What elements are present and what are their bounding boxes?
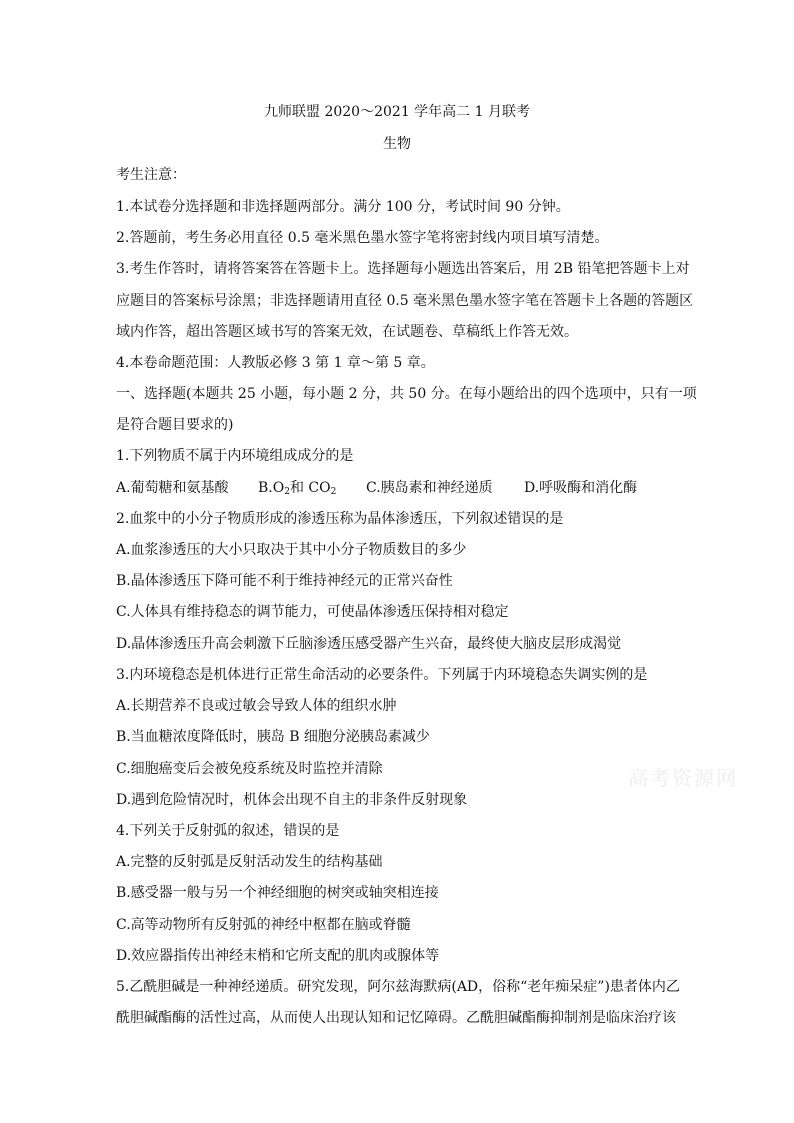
subject-title: 生物 xyxy=(383,136,411,152)
question-1-stem: 1.下列物质不属于内环境组成成分的是 xyxy=(116,448,354,464)
notice-item: 4.本卷命题范围：人教版必修 3 第 1 章～第 5 章。 xyxy=(116,355,435,371)
question-2-option-b: B.晶体渗透压下降可能不利于维持神经元的正常兴奋性 xyxy=(116,573,453,589)
question-3-option-d: D.遇到危险情况时，机体会出现不自主的非条件反射现象 xyxy=(116,792,468,808)
notice-item: 应题目的答案标号涂黑；非选择题请用直径 0.5 毫米黑色墨水签字笔在答题卡上各题的答题区 xyxy=(116,293,694,309)
option-b-prefix: B.O xyxy=(258,480,285,496)
subscript: 2 xyxy=(284,487,290,497)
notice-item: 3.考生作答时，请将答案答在答题卡上。选择题每小题选出答案后，用 2B 铅笔把答题卡上对 xyxy=(116,261,690,277)
question-4-option-c: C.高等动物所有反射弧的神经中枢都在脑或脊髓 xyxy=(116,917,411,933)
subscript: 2 xyxy=(330,487,337,497)
question-3-option-c: C.细胞癌变后会被免疫系统及时监控并清除 xyxy=(116,761,383,777)
question-5-stem-cont: 酰胆碱酯酶的活性过高，从而使人出现认知和记忆障碍。乙酰胆碱酯酶抑制剂是临床治疗该 xyxy=(116,1010,676,1026)
question-2-option-a: A.血浆渗透压的大小只取决于其中小分子物质数目的多少 xyxy=(116,542,467,558)
question-1-option-a: A.葡萄糖和氨基酸 xyxy=(116,480,229,496)
question-4-option-b: B.感受器一般与另一个神经细胞的树突或轴突相连接 xyxy=(116,885,439,901)
notice-item: 2.答题前，考生务必用直径 0.5 毫米黑色墨水签字笔将密封线内项目填写清楚。 xyxy=(116,230,609,246)
exam-title: 九师联盟 2020～2021 学年高二 1 月联考 xyxy=(264,104,530,120)
watermark: 高考资源网 xyxy=(628,766,738,790)
section-heading: 一、选择题(本题共 25 小题，每小题 2 分，共 50 分。在每小题给出的四个选项中，只有一项 xyxy=(116,386,697,402)
question-4-option-d: D.效应器指传出神经末梢和它所支配的肌肉或腺体等 xyxy=(116,948,440,964)
question-3-option-a: A.长期营养不良或过敏会导致人体的组织水肿 xyxy=(116,698,397,714)
notice-heading: 考生注意： xyxy=(116,167,186,183)
question-1-option-b xyxy=(258,479,336,497)
option-b-middle: 和 CO xyxy=(289,480,331,496)
question-2-stem: 2.血浆中的小分子物质形成的渗透压称为晶体渗透压，下列叙述错误的是 xyxy=(116,511,564,527)
question-2-option-c: C.人体具有维持稳态的调节能力，可使晶体渗透压保持相对稳定 xyxy=(116,604,509,620)
question-3-option-b: B.当血糖浓度降低时，胰岛 B 细胞分泌胰岛素减少 xyxy=(116,729,430,745)
question-4-stem: 4.下列关于反射弧的叙述，错误的是 xyxy=(116,823,340,839)
section-heading-cont: 是符合题目要求的) xyxy=(116,417,234,433)
notice-item: 域内作答，超出答题区域书写的答案无效，在试题卷、草稿纸上作答无效。 xyxy=(116,324,578,340)
question-1-option-c: C.胰岛素和神经递质 xyxy=(366,480,493,496)
question-5-stem: 5.乙酰胆碱是一种神经递质。研究发现，阿尔兹海默病(AD，俗称“老年痴呆症”)患者体内乙 xyxy=(116,979,680,995)
question-4-option-a: A.完整的反射弧是反射活动发生的结构基础 xyxy=(116,854,383,870)
question-2-option-d: D.晶体渗透压升高会刺激下丘脑渗透压感受器产生兴奋，最终使大脑皮层形成渴觉 xyxy=(116,636,622,652)
question-3-stem: 3.内环境稳态是机体进行正常生命活动的必要条件。下列属于内环境稳态失调实例的是 xyxy=(116,667,648,683)
question-1-option-d: D.呼吸酶和消化酶 xyxy=(524,480,638,496)
notice-item: 1.本试卷分选择题和非选择题两部分。满分 100 分，考试时间 90 分钟。 xyxy=(116,199,570,215)
